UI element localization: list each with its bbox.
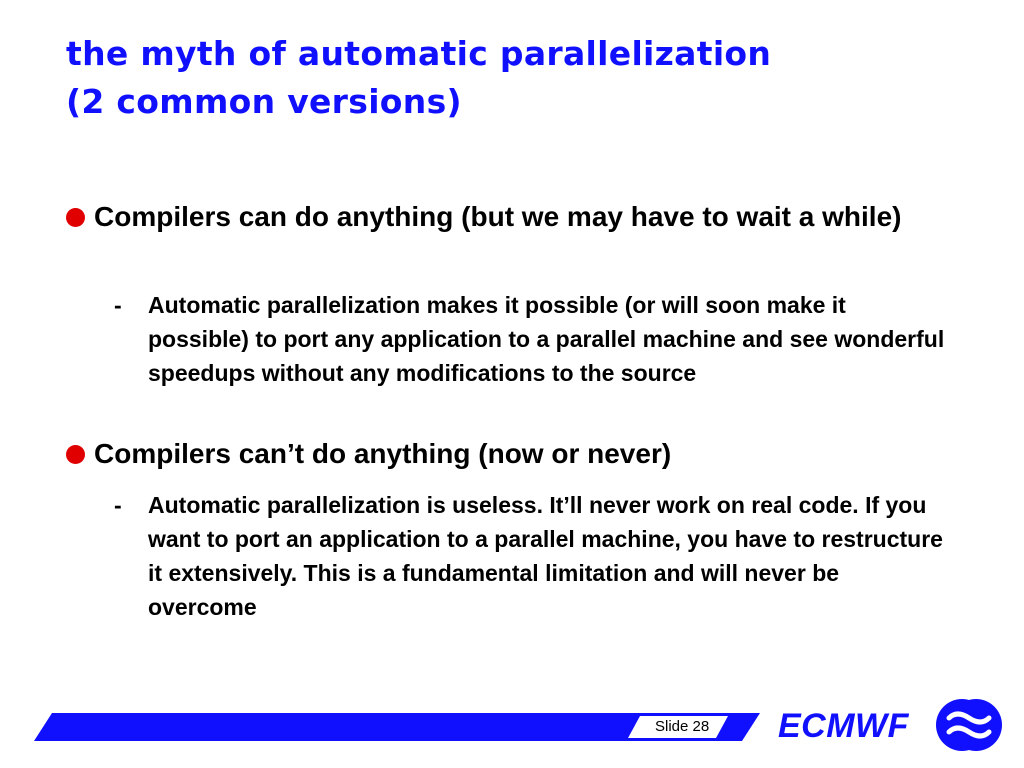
bullet-dot-icon bbox=[66, 208, 85, 227]
bullet-text: Compilers can’t do anything (now or never) bbox=[94, 438, 672, 469]
dash-marker: - bbox=[114, 292, 122, 318]
dash-marker: - bbox=[114, 492, 122, 518]
sub-bullet-text: Automatic parallelization makes it possible (or will soon make it possible) to port any application to a parallel machine and see wonderful speedups without any modifications to the source bbox=[148, 292, 945, 386]
brand-name: ECMWF bbox=[778, 707, 909, 745]
slide-title bbox=[66, 30, 966, 126]
sub-bullet-text: Automatic parallelization is useless. It’ll never work on real code. If you want to port an application to a parallel machine, you have to restructure it extensively. This is a fundamental limitation and will never be overcome bbox=[148, 492, 943, 620]
slide-number: Slide 28 bbox=[655, 718, 710, 735]
ecmwf-logo-icon bbox=[935, 698, 1003, 752]
slide-title-line-2: (2 common versions) bbox=[66, 82, 462, 121]
slide-title-line-1: the myth of automatic parallelization bbox=[66, 34, 772, 73]
bullet-dot-icon bbox=[66, 445, 85, 464]
bullet-text: Compilers can do anything (but we may have to wait a while) bbox=[94, 201, 902, 232]
